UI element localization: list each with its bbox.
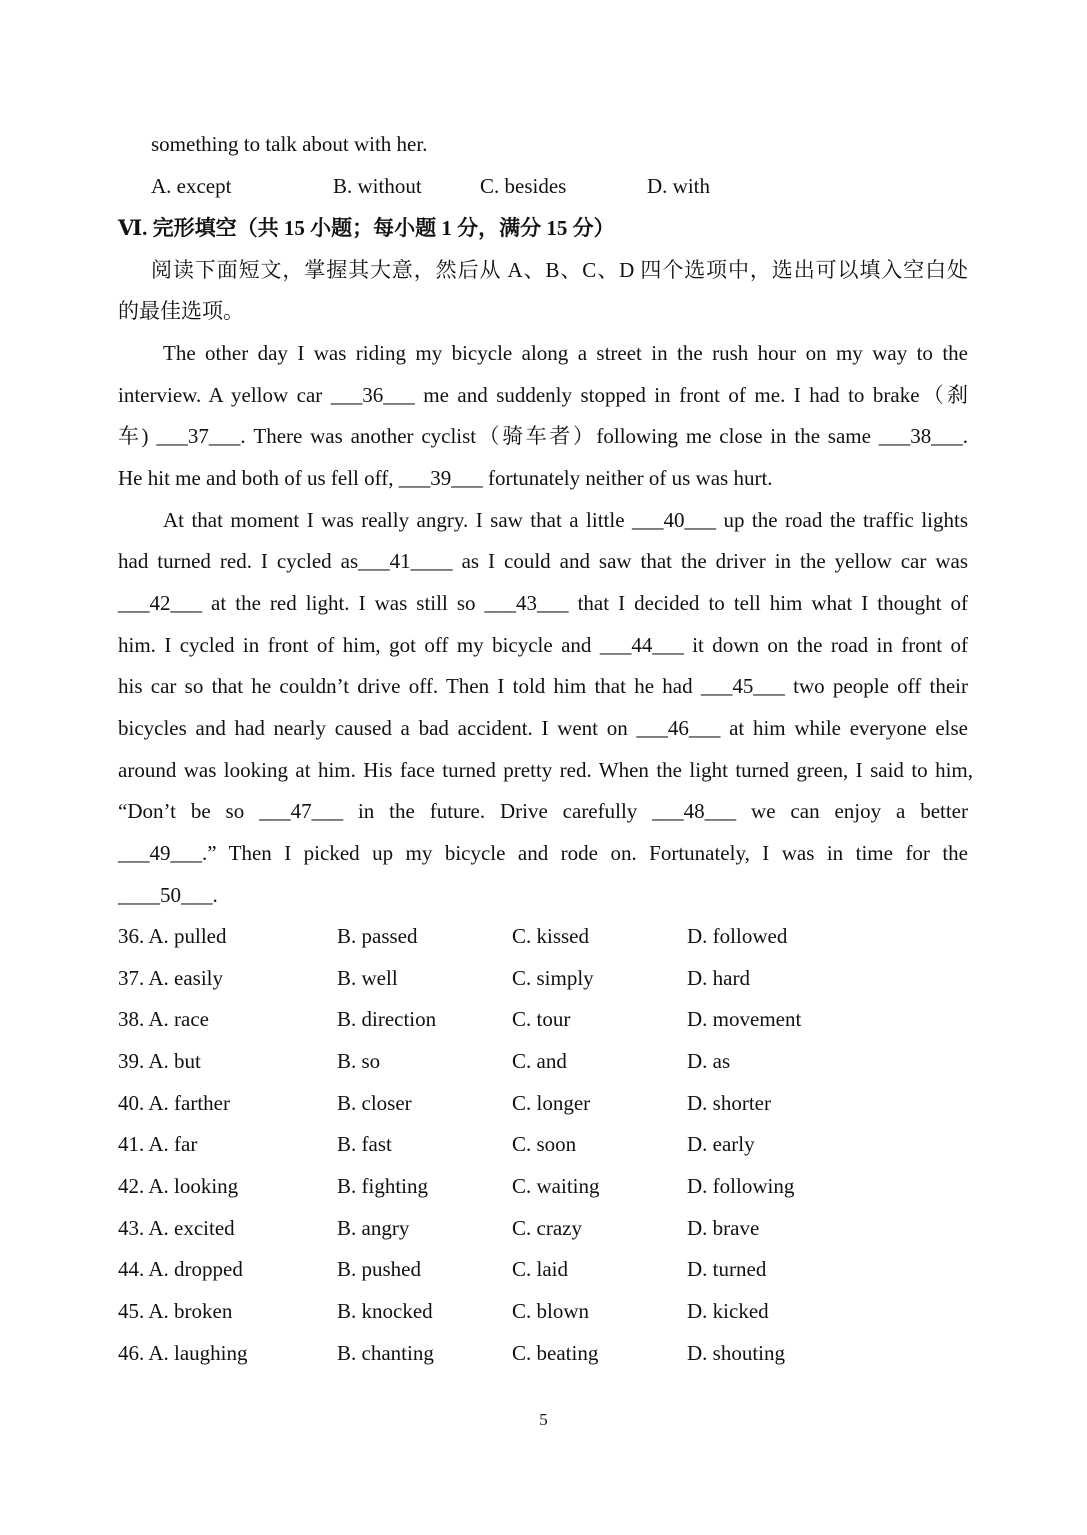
passage-line: At that moment I was really angry. I saw that a little ___40___ up the road the traffic lights	[163, 508, 968, 532]
option-d: D. brave	[687, 1216, 760, 1240]
option-d: D. turned	[687, 1257, 767, 1281]
option-c: C. crazy	[512, 1216, 582, 1240]
option-c: C. beating	[512, 1341, 599, 1365]
passage-line: 车) ___37___. There was another cyclist（骑车者）following me close in the same ___38___.	[118, 424, 968, 448]
option-c: C. laid	[512, 1257, 568, 1281]
prev-option-c: C. besides	[480, 174, 567, 198]
option-a: 41. A. far	[118, 1132, 198, 1156]
passage-line: around was looking at him. His face turned pretty red. When the light turned green, I said to him,	[118, 758, 973, 782]
option-c: C. blown	[512, 1299, 590, 1323]
passage-line: bicycles and had nearly caused a bad accident. I went on ___46___ at him while everyone else	[118, 716, 968, 740]
option-d: D. kicked	[687, 1299, 769, 1323]
option-d: D. hard	[687, 966, 750, 990]
option-c: C. longer	[512, 1091, 591, 1115]
option-a: 44. A. dropped	[118, 1257, 243, 1281]
prev-option-b: B. without	[333, 174, 422, 198]
option-a: 42. A. looking	[118, 1174, 239, 1198]
option-c: C. tour	[512, 1007, 571, 1031]
option-c: C. soon	[512, 1132, 577, 1156]
option-d: D. shouting	[687, 1341, 786, 1365]
option-c: C. waiting	[512, 1174, 600, 1198]
option-a: 40. A. farther	[118, 1091, 230, 1115]
option-b: B. fast	[337, 1132, 392, 1156]
page-number: 5	[539, 1410, 548, 1429]
passage-line: The other day I was riding my bicycle along a street in the rush hour on my way to the	[163, 341, 968, 365]
option-b: B. angry	[337, 1216, 410, 1240]
passage-line: ___42___ at the red light. I was still so ___43___ that I decided to tell him what I thought of	[118, 591, 968, 615]
option-a: 46. A. laughing	[118, 1341, 248, 1365]
option-a: 43. A. excited	[118, 1216, 235, 1240]
option-b: B. chanting	[337, 1341, 434, 1365]
prev-option-d: D. with	[647, 174, 710, 198]
option-c: C. kissed	[512, 924, 590, 948]
passage-line: “Don’t be so ___47___ in the future. Drive carefully ___48___ we can enjoy a better	[118, 799, 968, 823]
option-a: 36. A. pulled	[118, 924, 227, 948]
prev-option-a: A. except	[151, 174, 232, 198]
option-b: B. closer	[337, 1091, 412, 1115]
passage-line: interview. A yellow car ___36___ me and suddenly stopped in front of me. I had to brake（刹	[118, 383, 968, 407]
prev-question-tail: something to talk about with her.	[151, 132, 428, 156]
option-b: B. pushed	[337, 1257, 421, 1281]
option-a: 39. A. but	[118, 1049, 201, 1073]
option-c: C. simply	[512, 966, 594, 990]
passage-line: his car so that he couldn’t drive off. Then I told him that he had ___45___ two people off their	[118, 674, 968, 698]
option-b: B. so	[337, 1049, 381, 1073]
option-a: 38. A. race	[118, 1007, 209, 1031]
option-d: D. early	[687, 1132, 755, 1156]
option-a: 37. A. easily	[118, 966, 223, 990]
passage-line: had turned red. I cycled as___41____ as I could and saw that the driver in the yellow car was	[118, 549, 968, 573]
option-b: B. direction	[337, 1007, 437, 1031]
option-d: D. movement	[687, 1007, 802, 1031]
option-d: D. as	[687, 1049, 731, 1073]
instruction-line-1: 阅读下面短文，掌握其大意，然后从 A、B、C、D 四个选项中，选出可以填入空白处	[151, 258, 968, 282]
passage-line: ___49___.” Then I picked up my bicycle and rode on. Fortunately, I was in time for the	[118, 841, 968, 865]
option-b: B. passed	[337, 924, 418, 948]
option-d: D. shorter	[687, 1091, 771, 1115]
option-b: B. knocked	[337, 1299, 433, 1323]
option-c: C. and	[512, 1049, 567, 1073]
option-d: D. followed	[687, 924, 788, 948]
option-b: B. well	[337, 966, 398, 990]
option-d: D. following	[687, 1174, 795, 1198]
section-heading: Ⅵ. 完形填空（共 15 小题；每小题 1 分，满分 15 分）	[118, 216, 615, 240]
passage-line: He hit me and both of us fell off, ___39___ fortunately neither of us was hurt.	[118, 466, 773, 490]
option-b: B. fighting	[337, 1174, 429, 1198]
passage-line: ____50___.	[118, 883, 218, 907]
option-a: 45. A. broken	[118, 1299, 233, 1323]
instruction-line-2: 的最佳选项。	[118, 299, 244, 323]
passage-line: him. I cycled in front of him, got off my bicycle and ___44___ it down on the road in front of	[118, 633, 968, 657]
